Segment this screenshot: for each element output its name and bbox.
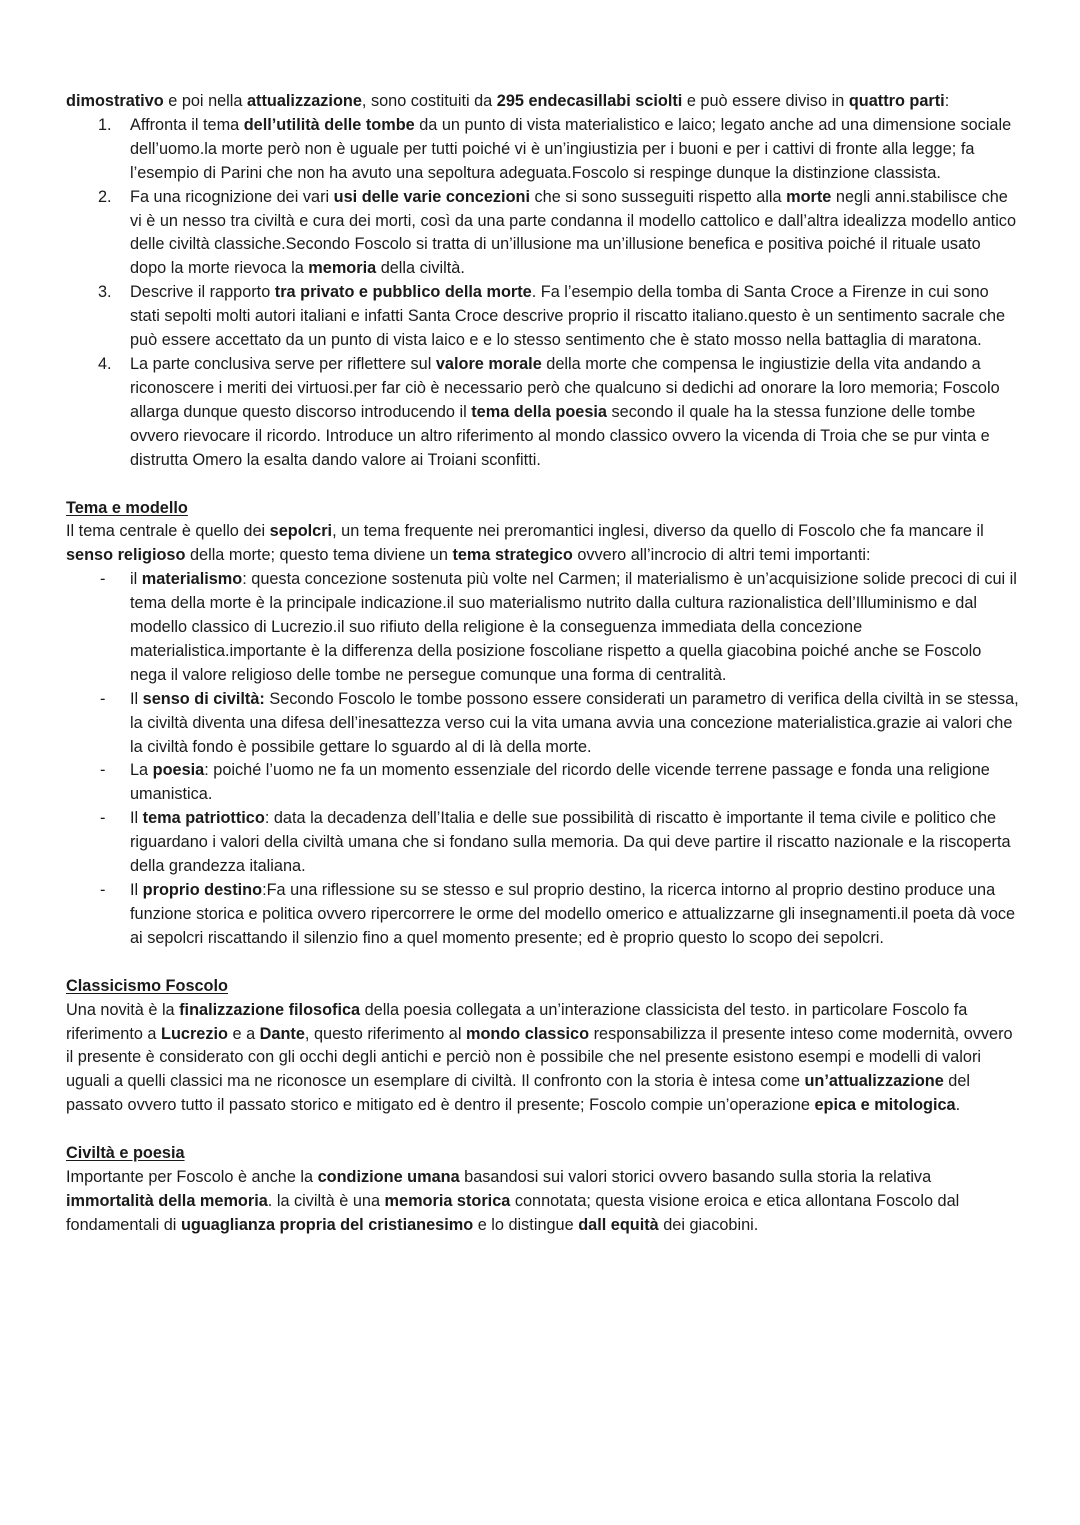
list-dash: - <box>100 809 106 828</box>
bold-text: valore morale <box>435 354 542 373</box>
bold-text: immortalità della memoria <box>66 1191 268 1210</box>
list-dash: - <box>100 761 106 780</box>
bold-text: Lucrezio <box>161 1024 228 1043</box>
section-heading-classicismo: Classicismo Foscolo <box>66 976 228 995</box>
section-heading-civilta: Civiltà e poesia <box>66 1144 185 1163</box>
bold-text: mondo classico <box>466 1024 590 1043</box>
text-run: Il tema centrale è quello dei <box>66 522 270 541</box>
text-run: e poi nella <box>163 92 247 110</box>
bold-text: poesia <box>152 761 205 780</box>
bold-text: materialismo <box>141 570 243 589</box>
bold-text: tema strategico <box>452 546 573 565</box>
text-run: , sono costituiti da <box>361 92 497 110</box>
text-run: La parte conclusiva serve per riflettere sul <box>130 354 436 373</box>
parts-list <box>66 114 1021 473</box>
part-item-1 <box>66 114 1021 186</box>
section-heading-tema: Tema e modello <box>66 498 188 517</box>
text-run: Importante per Foscolo è anche la <box>66 1168 318 1187</box>
classicismo-paragraph <box>66 999 1021 1119</box>
part-text <box>130 355 1000 469</box>
bold-text: senso di civiltà: <box>142 689 265 708</box>
text-run: e lo distingue <box>473 1215 579 1234</box>
bold-text: uguaglianza propria del cristianesimo <box>180 1215 474 1234</box>
tema-item-text <box>130 690 1019 756</box>
text-run: Il <box>130 809 143 828</box>
text-run: dei giacobini. <box>658 1215 759 1234</box>
bold-text: sepolcri <box>269 522 333 541</box>
part-item-2 <box>66 186 1021 282</box>
text-run: Secondo Foscolo le tombe possono essere considerati un parametro di verifica della civiltà in se stessa, la civiltà diventa una difesa dell’inesattezza verso cui la vita umana avvia una concezione materialistica.grazie ai valori che la civiltà fondo è possibile gettare lo sguardo al di là della morte. <box>130 689 1019 756</box>
text-run: Descrive il rapporto <box>130 283 275 302</box>
text-run: ovvero all’incrocio di altri temi importanti: <box>572 546 871 565</box>
bold-text: tema della poesia <box>471 402 607 421</box>
document-page <box>66 90 1021 1238</box>
text-run: Il <box>130 881 143 899</box>
part-text <box>130 188 1016 278</box>
list-dash: - <box>100 689 106 708</box>
text-run: della civiltà. <box>376 259 465 278</box>
text-run: Una novità è la <box>66 1000 180 1019</box>
bold-text: dell’utilità delle tombe <box>243 115 415 134</box>
tema-item-text <box>130 761 990 803</box>
list-dash: - <box>100 881 106 899</box>
text-run: La <box>130 761 153 780</box>
text-run: e a <box>227 1024 260 1043</box>
text-run: :Fa una riflessione su se stesso e sul proprio destino, la ricerca intorno al proprio destino produce una funzione storica e politica ovvero ripercorrere le orme del modello omerico e attualizzarne gli insegnamenti.il poeta dà voce ai sepolcri riscattando il silenzio fino a quel momento presente; ed è proprio questo lo scopo dei sepolcri. <box>130 881 1016 947</box>
bold-text: finalizzazione filosofica <box>179 1000 361 1019</box>
bold-text: senso religioso <box>66 546 186 565</box>
part-item-4 <box>66 353 1021 473</box>
bold-text: morte <box>786 187 832 206</box>
text-run: , un tema frequente nei preromantici inglesi, diverso da quello di Foscolo che fa mancare il <box>332 522 984 541</box>
text-run: . Fa l’esempio della tomba di Santa Croce a Firenze in cui sono stati sepolti molti autori italiani e infatti Santa Croce descrive proprio il riscatto italiano.questo è un sentimento sacrale che può essere accettato da un punto di vista laico e e lo stesso sentimento che è stato mosso nella battaglia di maratona. <box>130 283 1006 350</box>
text-run: : <box>944 92 950 110</box>
bold-text: tema patriottico <box>142 809 265 828</box>
text-run: negli anni.stabilisce che vi è un nesso tra civiltà e cura dei morti, così da una parte condanna il modello cattolico e dall’altra idealizza modello antico delle civiltà classiche.Secondo Foscolo si tratta di un’illusione ma un’illusione benefica e positiva poiché il rituale usato dopo la morte rievoca la <box>130 187 1017 278</box>
bold-text: 295 endecasillabi sciolti <box>496 92 683 110</box>
text-run: della morte; questo tema diviene un <box>185 546 453 565</box>
list-number: 2. <box>98 187 112 206</box>
intro-paragraph <box>66 90 1021 114</box>
tema-item-text <box>130 570 1017 684</box>
text-run: il <box>130 570 142 589</box>
text-run: responsabilizza il presente inteso come modernità, ovvero il presente è considerato con gli occhi degli antichi e perciò non è possibile che nel presente esistono esempi e modelli di valori uguali a quelli classici ma ne riconosce un esemplare di civiltà. Il confronto con la storia è intesa come <box>66 1024 1013 1091</box>
civilta-paragraph <box>66 1166 1021 1238</box>
text-run: . la civiltà è una <box>267 1191 385 1210</box>
tema-item-materialismo <box>66 568 1021 688</box>
bold-text: dimostrativo <box>66 92 164 110</box>
text-run: : questa concezione sostenuta più volte nel Carmen; il materialismo è un’acquisizione solide precoci di cui il tema della morte è la principale indicazione.il suo materialismo nutrito dalla cultura razionalistica dell’Illuminismo e dal modello classico di Lucrezio.il suo rifiuto della religione è la conseguenza immediata della concezione materialistica.importante è la differenza della posizione foscoliane rispetto a quella giacobina poiché anche se Foscolo nega il valore religioso delle tombe ne persegue comunque una forma di centralità. <box>130 570 1017 684</box>
bold-text: tra privato e pubblico della morte <box>274 283 532 302</box>
tema-item-patriottico <box>66 807 1021 879</box>
text-run: da un punto di vista materialistico e laico; legato anche ad una dimensione sociale dell’uomo.la morte però non è uguale per tutti poiché vi è un’ingiustizia per i buoni e per i cattivi di fronte alla legge; fa l’esempio di Parini che non ha avuto una sepoltura adeguata.Foscolo si respinge dunque la distinzione classista. <box>130 115 1012 182</box>
tema-item-text <box>130 881 1015 947</box>
text-run: del passato ovvero tutto il passato storico e mitigato ed è dentro il presente; Foscolo compie un’operazione <box>66 1072 971 1115</box>
text-run: connotata; questa visione eroica e etica allontana Foscolo dal fondamentali di <box>66 1191 960 1234</box>
list-dash: - <box>100 570 106 589</box>
text-run: della morte che compensa le ingiustizie della vita andando a riconoscere i meriti dei virtuosi.per far ciò è necessario però che qualcuno si dedichi ad onorare la loro memoria; Foscolo allarga dunque questo discorso introducendo il <box>130 354 1000 421</box>
text-run: basandosi sui valori storici ovvero basando sulla storia la relativa <box>459 1168 932 1187</box>
list-number: 4. <box>98 354 112 373</box>
bold-text: proprio destino <box>142 881 263 899</box>
bold-text: attualizzazione <box>247 92 362 110</box>
bold-text: un’attualizzazione <box>804 1072 944 1091</box>
list-number: 3. <box>98 283 112 302</box>
bold-text: dall equità <box>578 1215 659 1234</box>
tema-item-destino <box>66 879 1021 951</box>
tema-item-poesia <box>66 759 1021 807</box>
tema-item-text <box>130 809 1011 875</box>
text-run: : poiché l’uomo ne fa un momento essenziale del ricordo delle vicende terrene passage e fonda una religione umanistica. <box>130 761 990 804</box>
list-number: 1. <box>98 115 112 134</box>
text-run: , questo riferimento al <box>304 1024 466 1043</box>
tema-item-civilta <box>66 688 1021 760</box>
part-text <box>130 283 1005 349</box>
text-run: Fa una ricognizione dei vari <box>130 187 334 206</box>
tema-list <box>66 568 1021 951</box>
bold-text: memoria <box>308 259 377 278</box>
text-run: : data la decadenza dell’Italia e delle sue possibilità di riscatto è importante il tema civile e politico che riguardano i valori della civiltà umana che si fondano sulla memoria. Da qui deve partire il riscatto nazionale e la riscoperta della grandezza italiana. <box>130 809 1011 876</box>
text-run: secondo il quale ha la stessa funzione delle tombe ovvero rievocare il ricordo. Introduce un altro riferimento al mondo classico ovvero la vicenda di Troia che se pur vinta e distrutta Omero la esalta dando valore ai Troiani sconfitti. <box>130 402 990 469</box>
bold-text: epica e mitologica <box>814 1096 956 1115</box>
text-run: e può essere diviso in <box>682 92 849 110</box>
part-text <box>130 116 1011 182</box>
bold-text: condizione umana <box>317 1168 460 1187</box>
bold-text: memoria storica <box>384 1191 511 1210</box>
text-run: che si sono susseguiti rispetto alla <box>530 187 787 206</box>
text-run: della poesia collegata a un’interazione classicista del testo. in particolare Foscolo fa riferimento a <box>66 1000 968 1043</box>
text-run: Il <box>130 689 143 708</box>
text-run: Affronta il tema <box>130 115 244 134</box>
bold-text: usi delle varie concezioni <box>333 187 530 206</box>
tema-paragraph <box>66 520 1021 568</box>
bold-text: Dante <box>259 1024 305 1043</box>
text-run: . <box>955 1096 961 1115</box>
part-item-3 <box>66 281 1021 353</box>
bold-text: quattro parti <box>848 92 945 110</box>
